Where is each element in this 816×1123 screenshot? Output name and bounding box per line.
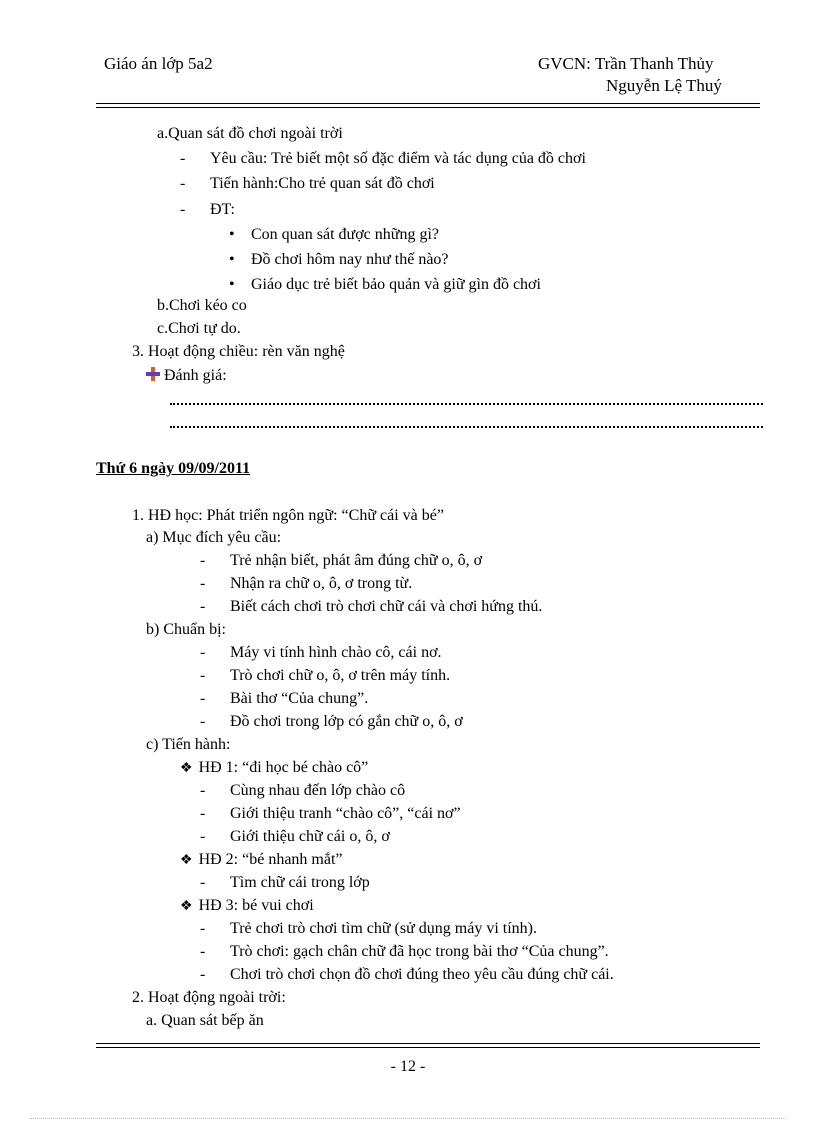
list-item: - Yêu cầu: Trẻ biết một số đặc điểm và tác dụng của đồ chơi [180, 150, 586, 167]
plus-icon [146, 367, 160, 381]
prep-label: b) Chuẩn bị: [146, 621, 226, 638]
list-item: - Cùng nhau đến lớp chào cô [200, 782, 406, 799]
list-item: - Trò chơi chữ o, ô, ơ trên máy tính. [200, 667, 451, 684]
diamond-icon: ❖ [180, 761, 193, 776]
bullet-item: • Con quan sát được những gì? [229, 226, 439, 243]
learning-activity: 1. HĐ học: Phát triển ngôn ngữ: “Chữ cái và bé” [132, 507, 444, 524]
list-item: - Trẻ chơi trò chơi tìm chữ (sử dụng máy vi tính). [200, 920, 537, 937]
header-teacher-2: Nguyễn Lệ Thuý [606, 76, 722, 95]
goals-label: a) Mục đích yêu cầu: [146, 529, 282, 546]
list-item: - Bài thơ “Của chung”. [200, 690, 369, 707]
page-edge [30, 1118, 786, 1119]
bullet-item: • Đồ chơi hôm nay như thế nào? [229, 251, 449, 268]
list-item: - Tìm chữ cái trong lớp [200, 874, 370, 891]
list-item: - Trò chơi: gạch chân chữ đã học trong bài thơ “Của chung”. [200, 943, 609, 960]
list-item: - Biết cách chơi trò chơi chữ cái và chơi hứng thú. [200, 598, 543, 615]
header-left: Giáo án lớp 5a2 [104, 54, 213, 73]
evaluation-line [170, 426, 763, 428]
afternoon-activity: 3. Hoạt động chiều: rèn văn nghệ [132, 343, 345, 360]
header-rule [96, 103, 760, 108]
activity-1: ❖ HĐ 1: “đi học bé chào cô” [180, 759, 369, 776]
list-item: - Chơi trò chơi chọn đồ chơi đúng theo yêu cầu đúng chữ cái. [200, 966, 614, 983]
diamond-icon: ❖ [180, 899, 193, 914]
observe-kitchen: a. Quan sát bếp ăn [146, 1012, 264, 1029]
section-c: c.Chơi tự do. [157, 320, 241, 337]
procedure-label: c) Tiến hành: [146, 736, 231, 753]
evaluation-label: Đánh giá: [146, 366, 227, 386]
evaluation-line [170, 403, 763, 405]
header-teacher: GVCN: Trần Thanh Thủy [538, 54, 714, 73]
section-b: b.Chơi kéo co [157, 297, 247, 314]
footer-rule [96, 1043, 760, 1048]
list-item: - Đồ chơi trong lớp có gắn chữ o, ô, ơ [200, 713, 463, 730]
list-item: - Tiến hành:Cho trẻ quan sát đồ chơi [180, 175, 435, 192]
page-number: - 12 - [390, 1058, 426, 1075]
list-item: - ĐT: [180, 201, 235, 218]
activity-2: ❖ HĐ 2: “bé nhanh mắt” [180, 851, 343, 868]
list-item: - Giới thiệu chữ cái o, ô, ơ [200, 828, 390, 845]
outdoor-activity: 2. Hoạt động ngoài trời: [132, 989, 286, 1006]
diamond-icon: ❖ [180, 853, 193, 868]
section-a-title: a.Quan sát đồ chơi ngoài trời [157, 125, 343, 142]
day-title: Thứ 6 ngày 09/09/2011 [96, 460, 251, 477]
list-item: - Nhận ra chữ o, ô, ơ trong từ. [200, 575, 413, 592]
list-item: - Máy vi tính hình chào cô, cái nơ. [200, 644, 442, 661]
list-item: - Giới thiệu tranh “chào cô”, “cái nơ” [200, 805, 461, 822]
list-item: - Trẻ nhận biết, phát âm đúng chữ o, ô, ơ [200, 552, 483, 569]
activity-3: ❖ HĐ 3: bé vui chơi [180, 897, 314, 914]
bullet-item: • Giáo dục trẻ biết bảo quản và giữ gìn đồ chơi [229, 276, 541, 293]
